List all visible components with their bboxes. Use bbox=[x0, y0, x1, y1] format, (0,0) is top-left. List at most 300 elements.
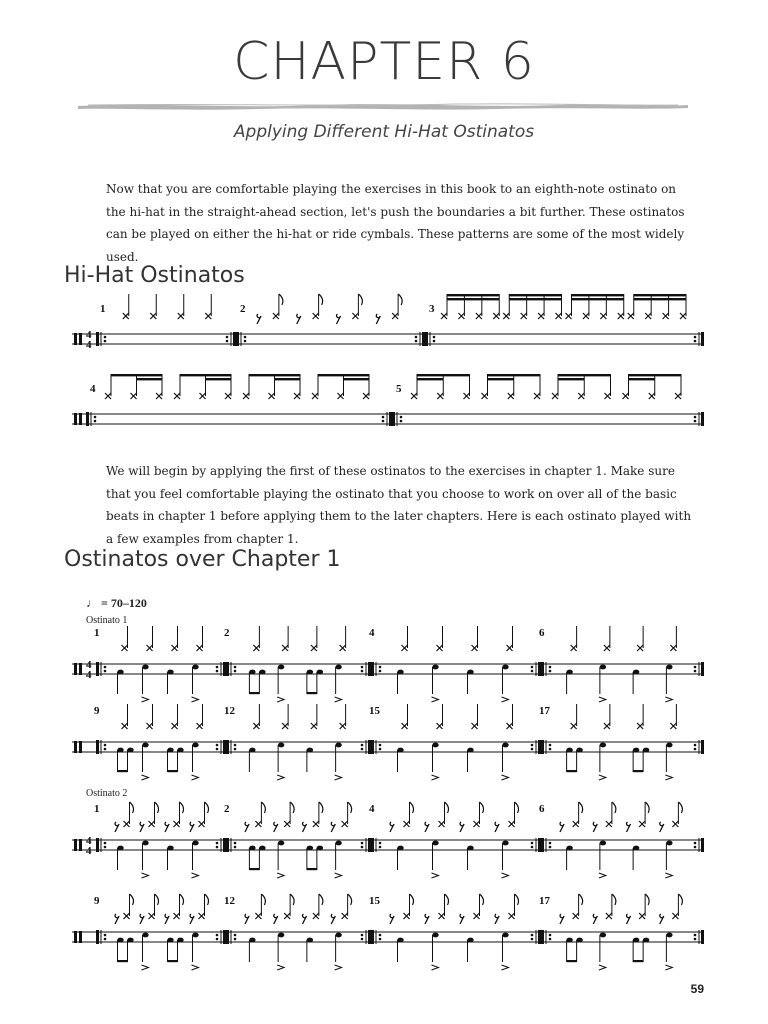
repeat-dot bbox=[379, 842, 382, 845]
cymbal-x-notehead bbox=[639, 913, 645, 919]
cymbal-x-notehead bbox=[105, 393, 111, 399]
accent-icon bbox=[335, 873, 342, 878]
repeat-dot bbox=[400, 420, 403, 423]
bass-notehead bbox=[566, 748, 572, 753]
note-beam bbox=[558, 374, 611, 376]
repeat-dot bbox=[382, 420, 385, 423]
cymbal-x-notehead bbox=[174, 821, 180, 827]
eighth-rest-icon bbox=[460, 822, 464, 832]
cymbal-x-notehead bbox=[476, 313, 482, 319]
bass-notehead bbox=[259, 846, 265, 851]
repeat-start-thick-bar bbox=[226, 930, 229, 944]
eighth-flag bbox=[261, 894, 265, 905]
cymbal-x-notehead bbox=[474, 821, 480, 827]
bass-notehead bbox=[633, 748, 639, 753]
snare-notehead bbox=[666, 743, 672, 748]
eighth-rest-icon bbox=[627, 914, 631, 924]
bass-notehead bbox=[249, 846, 255, 851]
cymbal-x-notehead bbox=[253, 645, 259, 651]
eighth-rest-icon bbox=[390, 822, 394, 832]
repeat-dot bbox=[234, 938, 237, 941]
repeat-end-thick-bar bbox=[368, 740, 371, 754]
cymbal-x-notehead bbox=[534, 393, 540, 399]
eighth-flag bbox=[515, 802, 519, 813]
repeat-dot bbox=[216, 842, 219, 845]
eighth-rest-icon bbox=[303, 914, 307, 924]
note-beam bbox=[509, 294, 561, 296]
cymbal-x-notehead bbox=[628, 313, 634, 319]
eighth-flag bbox=[348, 894, 352, 905]
time-signature-bottom: 4 bbox=[86, 669, 92, 681]
cymbal-x-notehead bbox=[124, 821, 130, 827]
snare-notehead bbox=[192, 841, 198, 846]
repeat-end-thick-bar bbox=[233, 332, 236, 346]
time-signature-bottom: 4 bbox=[86, 845, 92, 857]
repeat-dot bbox=[104, 340, 107, 343]
note-beam bbox=[307, 868, 317, 870]
eighth-flag bbox=[290, 894, 294, 905]
eighth-flag bbox=[678, 894, 682, 905]
repeat-dot bbox=[379, 846, 382, 849]
eighth-rest-icon bbox=[115, 822, 119, 832]
percussion-clef-icon bbox=[74, 663, 77, 675]
cymbal-x-notehead bbox=[474, 913, 480, 919]
cymbal-x-notehead bbox=[312, 393, 318, 399]
accent-icon bbox=[665, 775, 672, 780]
note-beam bbox=[111, 374, 162, 376]
measure-number: 4 bbox=[369, 803, 375, 815]
eighth-flag bbox=[279, 294, 283, 305]
bass-notehead bbox=[249, 938, 255, 943]
note-beam bbox=[447, 298, 499, 300]
repeat-dot bbox=[531, 748, 534, 751]
repeat-dot bbox=[244, 336, 247, 339]
repeat-dot bbox=[694, 336, 697, 339]
cymbal-x-notehead bbox=[437, 393, 443, 399]
eighth-flag bbox=[579, 894, 583, 905]
repeat-end-thick-bar bbox=[422, 332, 425, 346]
cymbal-x-notehead bbox=[637, 645, 643, 651]
snare-notehead bbox=[600, 743, 606, 748]
repeat-end-thick-bar bbox=[538, 838, 541, 852]
cymbal-x-notehead bbox=[556, 313, 562, 319]
bass-notehead bbox=[307, 938, 313, 943]
repeat-end-thick-bar bbox=[701, 662, 704, 676]
repeat-dot bbox=[531, 846, 534, 849]
repeat-start-thick-bar bbox=[541, 662, 544, 676]
ostinato-1-label: Ostinato 1 bbox=[86, 615, 128, 626]
cymbal-x-notehead bbox=[147, 723, 153, 729]
repeat-dot bbox=[549, 934, 552, 937]
repeat-dot bbox=[549, 666, 552, 669]
cymbal-x-notehead bbox=[600, 313, 606, 319]
repeat-dot bbox=[234, 744, 237, 747]
note-beam bbox=[137, 378, 163, 380]
percussion-clef-icon bbox=[74, 931, 77, 943]
snare-notehead bbox=[600, 665, 606, 670]
repeat-start-thick-bar bbox=[371, 838, 374, 852]
bass-notehead bbox=[117, 846, 123, 851]
percussion-clef-icon bbox=[79, 741, 82, 753]
cymbal-x-notehead bbox=[639, 821, 645, 827]
repeat-start-thick-bar bbox=[425, 332, 428, 346]
cymbal-x-notehead bbox=[604, 723, 610, 729]
repeat-dot bbox=[694, 934, 697, 937]
repeat-end-thick-bar bbox=[223, 740, 226, 754]
snare-notehead bbox=[142, 743, 148, 748]
repeat-end-thick-bar bbox=[223, 930, 226, 944]
note-beam bbox=[567, 960, 577, 962]
snare-notehead bbox=[335, 743, 341, 748]
hihat-ostinatos-heading: Hi-Hat Ostinatos bbox=[64, 263, 245, 288]
repeat-end-thick-bar bbox=[701, 838, 704, 852]
cymbal-x-notehead bbox=[200, 393, 206, 399]
accent-icon bbox=[192, 775, 199, 780]
bass-notehead bbox=[249, 670, 255, 675]
snare-notehead bbox=[432, 743, 438, 748]
eighth-flag bbox=[612, 802, 616, 813]
cymbal-x-notehead bbox=[618, 313, 624, 319]
cymbal-x-notehead bbox=[363, 393, 369, 399]
ostinato2-staff-row-2 bbox=[0, 890, 768, 968]
intro-paragraph: Now that you are comfortable playing the exercises in this book to an eighth-note ostinato on the hi-hat in the straight-ahead section, let's push the boundaries a bit further. These ostinatos can be played on either the hi-hat or ride cymbals. These patterns are some of the most widely used. bbox=[106, 182, 685, 264]
eighth-rest-icon bbox=[390, 914, 394, 924]
repeat-dot bbox=[531, 934, 534, 937]
note-beam bbox=[572, 294, 624, 296]
cymbal-x-notehead bbox=[472, 645, 478, 651]
percussion-clef-icon bbox=[79, 931, 82, 943]
repeat-dot bbox=[415, 336, 418, 339]
accent-icon bbox=[599, 965, 606, 970]
cymbal-x-notehead bbox=[402, 723, 408, 729]
accent-icon bbox=[502, 775, 509, 780]
cymbal-x-notehead bbox=[439, 821, 445, 827]
cymbal-x-notehead bbox=[670, 723, 676, 729]
cymbal-x-notehead bbox=[508, 393, 514, 399]
cymbal-x-notehead bbox=[269, 393, 275, 399]
cymbal-x-notehead bbox=[273, 313, 279, 319]
eighth-flag bbox=[480, 894, 484, 905]
measure-number: 1 bbox=[94, 803, 100, 815]
eighth-flag bbox=[319, 802, 323, 813]
cymbal-x-notehead bbox=[573, 913, 579, 919]
cymbal-x-notehead bbox=[340, 645, 346, 651]
snare-notehead bbox=[502, 933, 508, 938]
repeat-dot bbox=[382, 416, 385, 419]
snare-notehead bbox=[192, 665, 198, 670]
repeat-end-thick-bar bbox=[223, 662, 226, 676]
repeat-dot bbox=[549, 748, 552, 751]
repeat-dot bbox=[104, 670, 107, 673]
eighth-flag bbox=[261, 802, 265, 813]
bass-notehead bbox=[467, 938, 473, 943]
repeat-end-thick-bar bbox=[701, 740, 704, 754]
note-beam bbox=[633, 960, 643, 962]
bass-notehead bbox=[117, 938, 123, 943]
cymbal-x-notehead bbox=[313, 821, 319, 827]
repeat-dot bbox=[694, 744, 697, 747]
note-beam bbox=[180, 374, 231, 376]
cymbal-x-notehead bbox=[282, 645, 288, 651]
repeat-dot bbox=[549, 670, 552, 673]
cymbal-x-notehead bbox=[482, 393, 488, 399]
repeat-dot bbox=[104, 748, 107, 751]
cymbal-x-notehead bbox=[282, 723, 288, 729]
cymbal-x-notehead bbox=[645, 313, 651, 319]
accent-icon bbox=[599, 775, 606, 780]
bass-notehead bbox=[307, 846, 313, 851]
cymbal-x-notehead bbox=[493, 313, 499, 319]
repeat-start-thick-bar bbox=[541, 838, 544, 852]
eighth-flag bbox=[445, 894, 449, 905]
chapter-subtitle: Applying Different Hi-Hat Ostinatos bbox=[233, 122, 535, 142]
snare-notehead bbox=[335, 841, 341, 846]
cymbal-x-notehead bbox=[472, 723, 478, 729]
repeat-end-thick-bar bbox=[701, 930, 704, 944]
accent-icon bbox=[502, 873, 509, 878]
measure-number: 3 bbox=[429, 303, 435, 315]
time-signature-bottom: 4 bbox=[86, 339, 92, 351]
repeat-dot bbox=[549, 744, 552, 747]
repeat-dot bbox=[433, 340, 436, 343]
note-beam bbox=[118, 770, 128, 772]
cymbal-x-notehead bbox=[458, 313, 464, 319]
tempo-value: = 70–120 bbox=[101, 596, 147, 610]
eighth-rest-icon bbox=[165, 822, 169, 832]
cymbal-x-notehead bbox=[604, 645, 610, 651]
note-beam bbox=[168, 960, 178, 962]
cymbal-x-notehead bbox=[149, 913, 155, 919]
cymbal-x-notehead bbox=[174, 393, 180, 399]
eighth-rest-icon bbox=[425, 914, 429, 924]
eighth-flag bbox=[155, 894, 159, 905]
bass-notehead bbox=[127, 938, 133, 943]
repeat-dot bbox=[549, 846, 552, 849]
cymbal-x-notehead bbox=[404, 913, 410, 919]
eighth-rest-icon bbox=[140, 914, 144, 924]
eighth-flag bbox=[319, 294, 323, 305]
snare-notehead bbox=[502, 841, 508, 846]
bass-notehead bbox=[167, 670, 173, 675]
eighth-flag bbox=[155, 802, 159, 813]
snare-notehead bbox=[278, 841, 284, 846]
eighth-flag bbox=[410, 802, 414, 813]
snare-notehead bbox=[192, 933, 198, 938]
snare-notehead bbox=[666, 665, 672, 670]
cymbal-x-notehead bbox=[402, 645, 408, 651]
repeat-dot bbox=[531, 666, 534, 669]
bass-notehead bbox=[397, 938, 403, 943]
measure-number: 12 bbox=[224, 895, 235, 907]
cymbal-x-notehead bbox=[441, 313, 447, 319]
accent-icon bbox=[335, 965, 342, 970]
repeat-dot bbox=[104, 666, 107, 669]
snare-notehead bbox=[142, 933, 148, 938]
repeat-end-thick-bar bbox=[368, 838, 371, 852]
repeat-end-thick-bar bbox=[223, 838, 226, 852]
repeat-dot bbox=[216, 748, 219, 751]
cymbal-x-notehead bbox=[156, 393, 162, 399]
accent-icon bbox=[432, 775, 439, 780]
cymbal-x-notehead bbox=[284, 821, 290, 827]
eighth-rest-icon bbox=[560, 914, 564, 924]
eighth-rest-icon bbox=[331, 914, 335, 924]
eighth-rest-icon bbox=[190, 914, 194, 924]
cymbal-x-notehead bbox=[437, 723, 443, 729]
bass-notehead bbox=[397, 670, 403, 675]
cymbal-x-notehead bbox=[552, 393, 558, 399]
accent-icon bbox=[142, 775, 149, 780]
measure-number: 2 bbox=[224, 803, 230, 815]
repeat-start-thick-bar bbox=[86, 412, 89, 426]
eighth-rest-icon bbox=[331, 822, 335, 832]
snare-notehead bbox=[600, 933, 606, 938]
note-beam bbox=[629, 374, 682, 376]
cymbal-x-notehead bbox=[573, 821, 579, 827]
measure-number: 17 bbox=[539, 705, 550, 717]
eighth-flag bbox=[579, 802, 583, 813]
cymbal-x-notehead bbox=[680, 313, 686, 319]
eighth-rest-icon bbox=[593, 914, 597, 924]
accent-icon bbox=[335, 775, 342, 780]
note-beam bbox=[318, 374, 369, 376]
cymbal-x-notehead bbox=[150, 313, 156, 319]
measure-number: 6 bbox=[539, 803, 545, 815]
bass-notehead bbox=[167, 748, 173, 753]
eighth-flag bbox=[130, 894, 134, 905]
measure-number: 6 bbox=[539, 627, 545, 639]
cymbal-x-notehead bbox=[672, 913, 678, 919]
repeat-start-thick-bar bbox=[541, 930, 544, 944]
hihat-staff-row-1 bbox=[0, 296, 768, 366]
eighth-rest-icon bbox=[337, 314, 341, 324]
repeat-dot bbox=[694, 420, 697, 423]
repeat-end-thick-bar bbox=[538, 740, 541, 754]
cymbal-x-notehead bbox=[649, 393, 655, 399]
measure-number: 9 bbox=[94, 705, 100, 717]
eighth-rest-icon bbox=[274, 914, 278, 924]
note-beam bbox=[633, 770, 643, 772]
measure-number: 2 bbox=[240, 303, 246, 315]
cymbal-x-notehead bbox=[174, 913, 180, 919]
bass-notehead bbox=[566, 846, 572, 851]
eighth-rest-icon bbox=[274, 822, 278, 832]
time-signature-top: 4 bbox=[86, 659, 92, 671]
cymbal-x-notehead bbox=[122, 723, 128, 729]
measure-number: 2 bbox=[224, 627, 230, 639]
repeat-dot bbox=[694, 340, 697, 343]
note-beam bbox=[168, 770, 178, 772]
cymbal-x-notehead bbox=[571, 645, 577, 651]
eighth-rest-icon bbox=[460, 914, 464, 924]
cymbal-x-notehead bbox=[538, 313, 544, 319]
repeat-dot bbox=[400, 416, 403, 419]
eighth-rest-icon bbox=[425, 822, 429, 832]
note-beam bbox=[567, 770, 577, 772]
percussion-clef-icon bbox=[74, 839, 77, 851]
repeat-dot bbox=[361, 846, 364, 849]
note-beam bbox=[634, 294, 686, 296]
note-beam bbox=[509, 298, 561, 300]
cymbal-x-notehead bbox=[225, 393, 231, 399]
cymbal-x-notehead bbox=[606, 821, 612, 827]
measure-number: 4 bbox=[369, 627, 375, 639]
repeat-dot bbox=[433, 336, 436, 339]
repeat-dot bbox=[361, 748, 364, 751]
note-beam bbox=[118, 960, 128, 962]
cymbal-x-notehead bbox=[197, 645, 203, 651]
bass-notehead bbox=[317, 670, 323, 675]
accent-icon bbox=[432, 873, 439, 878]
repeat-start-thick-bar bbox=[226, 740, 229, 754]
repeat-dot bbox=[694, 666, 697, 669]
snare-notehead bbox=[192, 743, 198, 748]
cymbal-x-notehead bbox=[284, 913, 290, 919]
cymbal-x-notehead bbox=[149, 821, 155, 827]
eighth-flag bbox=[398, 294, 402, 305]
accent-icon bbox=[142, 873, 149, 878]
repeat-start-thick-bar bbox=[392, 412, 395, 426]
repeat-dot bbox=[94, 416, 97, 419]
repeat-dot bbox=[379, 938, 382, 941]
cymbal-x-notehead bbox=[675, 393, 681, 399]
repeat-dot bbox=[694, 416, 697, 419]
bass-notehead bbox=[397, 846, 403, 851]
repeat-start-thick-bar bbox=[371, 740, 374, 754]
eighth-flag bbox=[612, 894, 616, 905]
cymbal-x-notehead bbox=[178, 313, 184, 319]
bass-notehead bbox=[397, 748, 403, 753]
repeat-dot bbox=[415, 340, 418, 343]
snare-notehead bbox=[142, 841, 148, 846]
cymbal-x-notehead bbox=[623, 393, 629, 399]
cymbal-x-notehead bbox=[670, 645, 676, 651]
cymbal-x-notehead bbox=[294, 393, 300, 399]
repeat-dot bbox=[234, 842, 237, 845]
bass-notehead bbox=[177, 748, 183, 753]
measure-number: 15 bbox=[369, 895, 380, 907]
bass-notehead bbox=[633, 938, 639, 943]
repeat-end-thick-bar bbox=[368, 662, 371, 676]
note-beam bbox=[558, 378, 584, 380]
note-beam bbox=[488, 378, 514, 380]
cymbal-x-notehead bbox=[392, 313, 398, 319]
percussion-clef-icon bbox=[74, 413, 77, 425]
cymbal-x-notehead bbox=[507, 645, 513, 651]
cymbal-x-notehead bbox=[172, 645, 178, 651]
cymbal-x-notehead bbox=[507, 723, 513, 729]
bass-notehead bbox=[117, 748, 123, 753]
measure-number: 15 bbox=[369, 705, 380, 717]
accent-icon bbox=[277, 965, 284, 970]
snare-notehead bbox=[502, 665, 508, 670]
second-paragraph: We will begin by applying the first of these ostinatos to the exercises in chapter 1. Make sure that you feel comfortable playing the ostinato that you choose to work on over all of the basic beats in chapter 1 before applying them to the later chapters. Here is each ostinato played with a few examples from chapter 1. bbox=[106, 464, 692, 546]
snare-notehead bbox=[278, 665, 284, 670]
repeat-end-thick-bar bbox=[538, 930, 541, 944]
note-beam bbox=[629, 378, 655, 380]
cymbal-x-notehead bbox=[255, 821, 261, 827]
repeat-dot bbox=[216, 666, 219, 669]
note-beam bbox=[206, 378, 232, 380]
eighth-rest-icon bbox=[190, 822, 194, 832]
snare-notehead bbox=[666, 933, 672, 938]
bass-notehead bbox=[643, 748, 649, 753]
cymbal-x-notehead bbox=[663, 313, 669, 319]
cymbal-x-notehead bbox=[199, 821, 205, 827]
cymbal-x-notehead bbox=[404, 821, 410, 827]
cymbal-x-notehead bbox=[147, 645, 153, 651]
bass-notehead bbox=[576, 748, 582, 753]
